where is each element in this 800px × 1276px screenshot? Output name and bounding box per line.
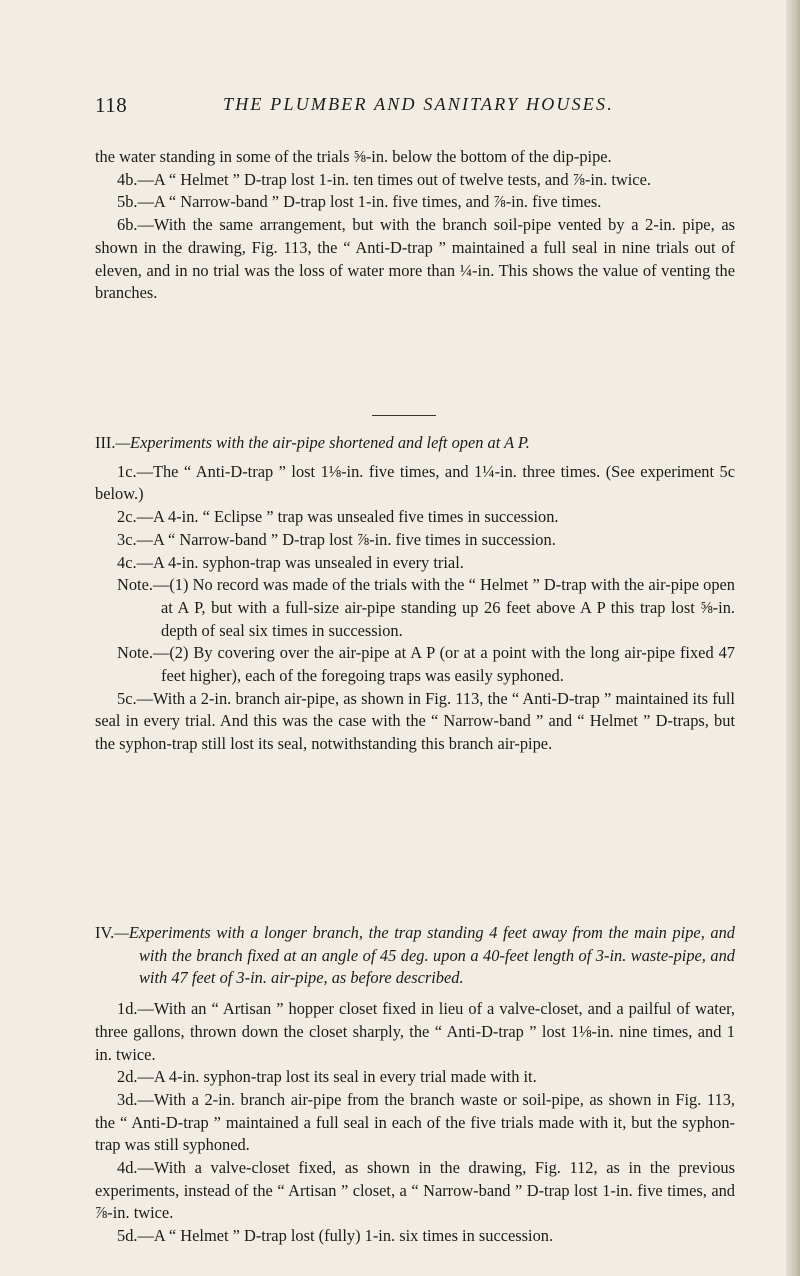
section-4-title: —Experiments with a longer branch, the trap standing 4 feet away from the main pipe, and with the branch fixed at an angle of 45 deg. upon a 40-feet length of 3-in. waste-pipe, and with 47 feet of 3-in. air-pipe, as before described. [114,923,735,988]
experiment-2d: 2d.—A 4-in. syphon-trap lost its seal in every trial made with it. [117,1067,537,1087]
section-divider [372,415,436,416]
experiment-4d: 4d.—With a valve-closet fixed, as shown in the drawing, Fig. 112, as in the previous experiments, instead of the “ Artisan ” closet, a “ Narrow-band ” D-trap lost 1-in. five times, and ⅞-in. twice. [95,1158,735,1223]
paragraph-continuation: the water standing in some of the trials ⅝-in. below the bottom of the dip-pipe. [95,147,612,166]
note-2: Note.—(2) By covering over the air-pipe at A P (or at a point with the long air-pipe fixed 47 feet higher), each of the foregoing traps was easily syphoned. [117,643,735,686]
page-edge [786,0,800,1276]
section-3-numeral: III. [95,433,116,452]
experiment-5d: 5d.—A “ Helmet ” D-trap lost (fully) 1-in. six times in succession. [117,1226,554,1246]
continuation-block [95,146,735,305]
experiment-6b: 6b.—With the same arrangement, but with the branch soil-pipe vented by a 2-in. pipe, as shown in the drawing, Fig. 113, the “ Anti-D-trap ” maintained a full seal in nine trials out of eleven, and in no trial was the loss of water more than ¼-in. This shows the value of venting the branches. [95,215,735,303]
experiment-1c: 1c.—The “ Anti-D-trap ” lost 1⅛-in. five times, and 1¼-in. three times. (See experiment 5c below.) [95,461,735,504]
experiment-4b: 4b.—A “ Helmet ” D-trap lost 1-in. ten times out of twelve tests, and ⅞-in. twice. [117,169,651,189]
page-number: 118 [95,93,128,117]
page-header [95,93,735,123]
experiment-2c: 2c.—A 4-in. “ Eclipse ” trap was unsealed five times in succession. [117,507,559,527]
section-4 [95,922,735,1248]
experiment-4c: 4c.—A 4-in. syphon-trap was unsealed in every trial. [117,552,464,572]
experiment-1d: 1d.—With an “ Artisan ” hopper closet fixed in lieu of a valve-closet, and a pailful of water, three gallons, thrown down the closet sharply, the “ Anti-D-trap ” lost 1⅛-in. nine times, and 1 in. twice. [95,999,735,1064]
experiment-5c: 5c.—With a 2-in. branch air-pipe, as shown in Fig. 113, the “ Anti-D-trap ” maintained its full seal in every trial. And this was the case with the “ Narrow-band ” and “ Helmet ” D-traps, but the syphon-trap still lost its seal, notwithstanding this branch air-pipe. [95,688,735,754]
section-3-heading [95,432,735,455]
section-3-title: —Experiments with the air-pipe shortened and left open at A P. [115,433,530,452]
experiment-3d: 3d.—With a 2-in. branch air-pipe from the branch waste or soil-pipe, as shown in Fig. 113, the “ Anti-D-trap ” maintained a full seal in each of the five trials made with it, but the syphon-trap was still syphoned. [95,1089,735,1155]
section-4-numeral: IV. [95,923,115,942]
running-title: THE PLUMBER AND SANITARY HOUSES. [223,94,614,114]
experiment-5b: 5b.—A “ Narrow-band ” D-trap lost 1-in. five times, and ⅞-in. five times. [117,192,602,212]
section-3 [95,432,735,756]
note-1: Note.—(1) No record was made of the trials with the “ Helmet ” D-trap with the air-pipe open at A P, but with a full-size air-pipe standing up 26 feet above A P this trap lost ⅝-in. depth of seal six times in succession. [117,575,735,640]
experiment-3c: 3c.—A “ Narrow-band ” D-trap lost ⅞-in. five times in succession. [117,529,556,549]
section-4-heading [95,922,735,990]
